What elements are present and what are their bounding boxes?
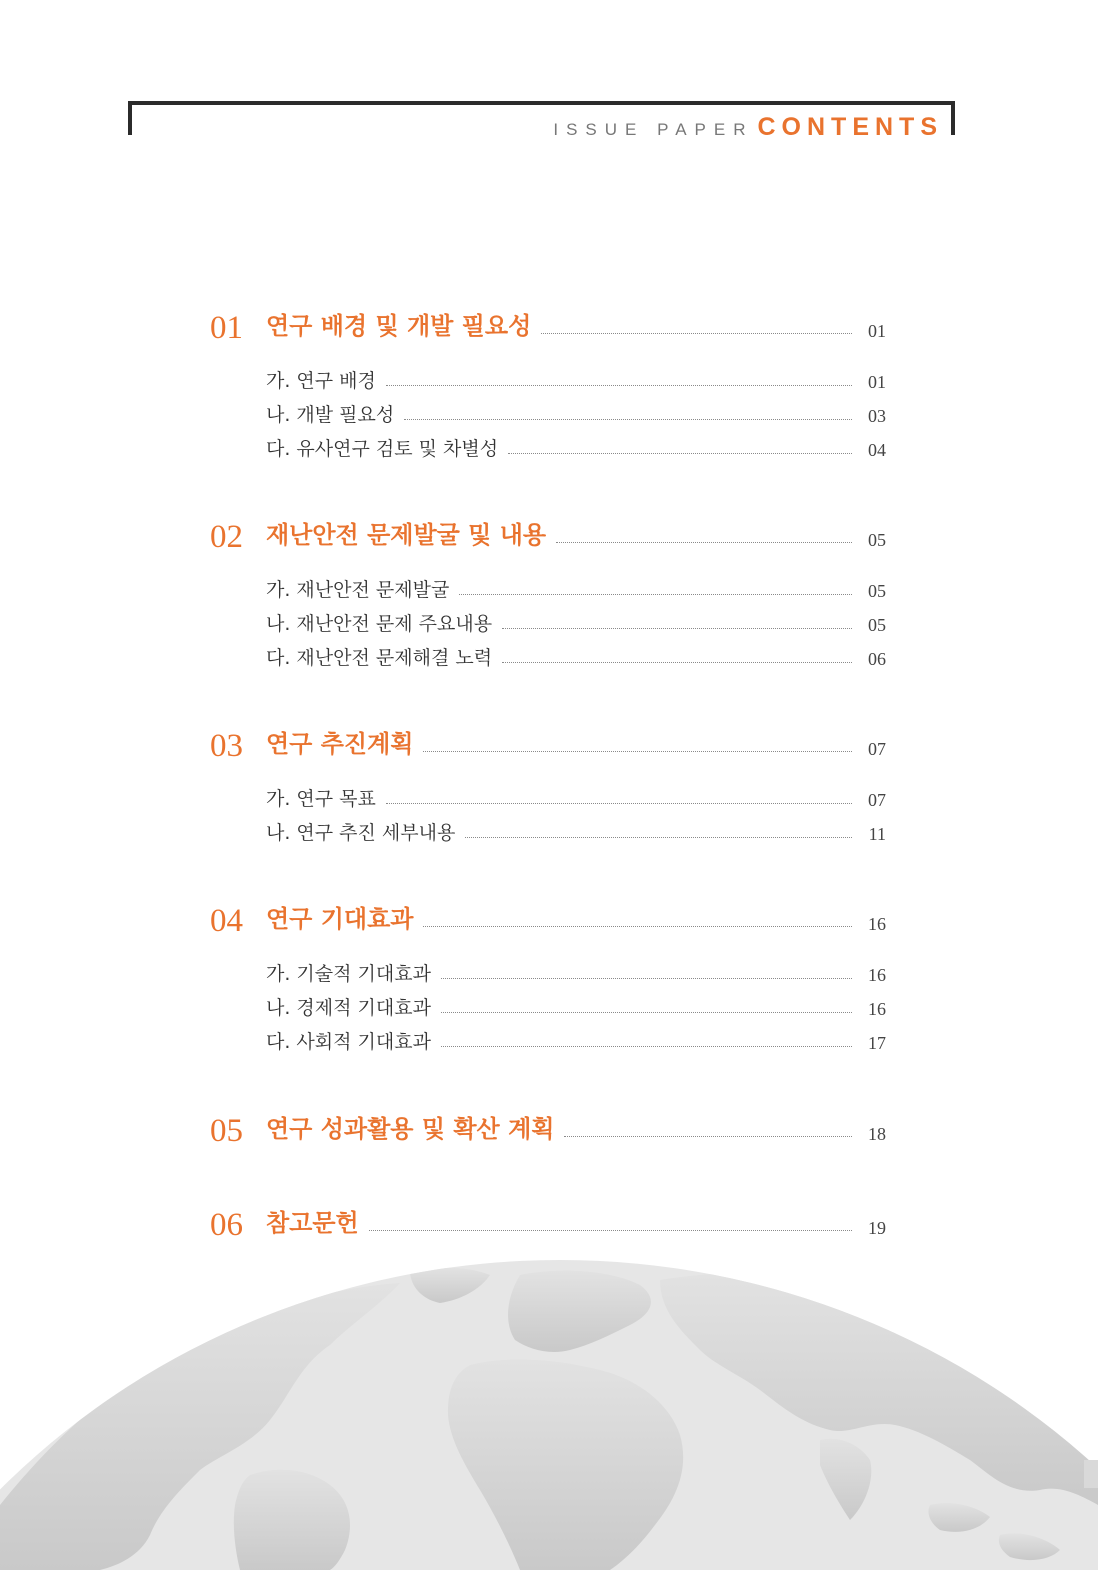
subsection-row[interactable] [266,605,886,639]
dot-leader [502,628,852,629]
section-number: 04 [210,903,243,939]
dot-leader [369,1230,852,1231]
subsection-title: 나. 경제적 기대효과 [266,997,431,1019]
toc-section-02[interactable] [210,515,886,724]
subsection-title: 다. 재난안전 문제해결 노력 [266,647,493,669]
section-heading-row[interactable] [210,899,886,939]
section-number: 05 [210,1113,243,1149]
dot-leader [441,1012,852,1013]
dot-leader [508,453,852,454]
section-page-number: 19 [868,1218,886,1238]
subsection-title: 가. 기술적 기대효과 [266,963,431,985]
globe-map-illustration [0,1255,1098,1570]
dot-leader [441,1046,852,1047]
subsection-page-number: 01 [868,372,886,392]
section-title: 연구 추진계획 [266,730,414,758]
section-number: 06 [210,1207,243,1243]
section-page-number: 01 [868,321,886,341]
toc-section-01[interactable] [210,306,886,515]
subsection-row[interactable] [266,780,886,814]
subsection-title: 가. 재난안전 문제발굴 [266,579,450,601]
header-main-label: CONTENTS [757,113,943,141]
section-title: 참고문헌 [266,1209,359,1237]
dot-leader [441,978,852,979]
section-page-number: 07 [868,739,886,759]
header-sub-label: ISSUE PAPER [553,120,754,139]
subsection-page-number: 11 [868,824,886,844]
dot-leader [465,837,852,838]
subsection-list [210,362,886,464]
subsection-row[interactable] [266,955,886,989]
subsection-title: 다. 사회적 기대효과 [266,1031,431,1053]
subsection-title: 나. 재난안전 문제 주요내용 [266,613,493,635]
subsection-page-number: 16 [868,965,886,985]
dot-leader [502,662,852,663]
dot-leader [386,803,852,804]
section-heading-row[interactable] [210,1109,886,1149]
subsection-row[interactable] [266,571,886,605]
section-heading-row[interactable] [210,724,886,764]
header-frame-left [128,101,132,135]
dot-leader [556,542,852,543]
subsection-title: 나. 연구 추진 세부내용 [266,822,456,844]
subsection-page-number: 05 [868,615,886,635]
subsection-row[interactable] [266,1023,886,1057]
section-number: 02 [210,519,243,555]
subsection-title: 가. 연구 목표 [266,788,376,810]
section-title: 재난안전 문제발굴 및 내용 [266,521,547,549]
dot-leader [564,1136,852,1137]
subsection-page-number: 05 [868,581,886,601]
subsection-row[interactable] [266,814,886,848]
subsection-page-number: 06 [868,649,886,669]
header-frame-right [951,101,955,135]
subsection-page-number: 03 [868,406,886,426]
subsection-list [210,571,886,673]
subsection-list [210,955,886,1057]
dot-leader [541,333,852,334]
section-page-number: 18 [868,1124,886,1144]
section-heading-row[interactable] [210,515,886,555]
header-label [553,113,943,142]
dot-leader [459,594,852,595]
section-page-number: 16 [868,914,886,934]
section-title: 연구 기대효과 [266,905,414,933]
section-heading-row[interactable] [210,1203,886,1243]
toc-section-04[interactable] [210,899,886,1109]
section-heading-row[interactable] [210,306,886,346]
dot-leader [404,419,852,420]
subsection-page-number: 17 [868,1033,886,1053]
subsection-title: 가. 연구 배경 [266,370,376,392]
section-title: 연구 배경 및 개발 필요성 [266,312,532,340]
subsection-row[interactable] [266,362,886,396]
subsection-row[interactable] [266,639,886,673]
section-number: 01 [210,310,243,346]
toc-section-06[interactable] [210,1203,886,1253]
subsection-title: 다. 유사연구 검토 및 차별성 [266,438,499,460]
subsection-row[interactable] [266,430,886,464]
section-title: 연구 성과활용 및 확산 계획 [266,1115,555,1143]
dot-leader [423,751,852,752]
subsection-list [210,780,886,848]
dot-leader [423,926,852,927]
toc-section-03[interactable] [210,724,886,899]
table-of-contents [210,306,886,1253]
subsection-page-number: 16 [868,999,886,1019]
subsection-page-number: 07 [868,790,886,810]
dot-leader [386,385,852,386]
subsection-title: 나. 개발 필요성 [266,404,395,426]
toc-section-05[interactable] [210,1109,886,1203]
subsection-page-number: 04 [868,440,886,460]
header-frame-top [128,101,955,105]
subsection-row[interactable] [266,989,886,1023]
subsection-row[interactable] [266,396,886,430]
section-page-number: 05 [868,530,886,550]
section-number: 03 [210,728,243,764]
